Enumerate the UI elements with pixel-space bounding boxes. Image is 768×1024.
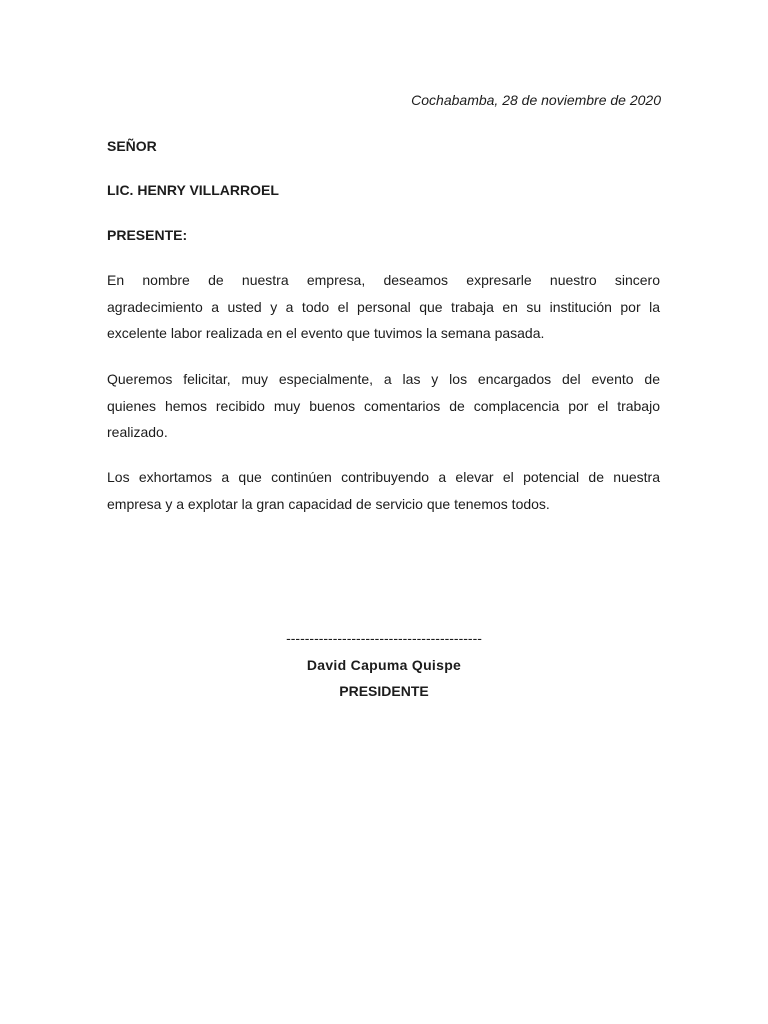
signature-role: PRESIDENTE xyxy=(339,683,429,699)
letter-date: Cochabamba, 28 de noviembre de 2020 xyxy=(411,92,661,108)
paragraph-2 xyxy=(107,366,660,446)
paragraph-line: quienes hemos recibido muy buenos comentarios de complacencia por el trabajo xyxy=(107,397,660,414)
recipient-presente: PRESENTE: xyxy=(107,227,188,243)
paragraph-line: En nombre de nuestra empresa, deseamos expresarle nuestro sincero xyxy=(107,272,660,288)
signature-line: ------------------------------------------ xyxy=(286,630,482,646)
paragraph-line: Los exhortamos a que continúen contribuyendo a elevar el potencial de nuestra xyxy=(107,469,660,485)
paragraph-1 xyxy=(107,267,660,347)
recipient-name: LIC. HENRY VILLARROEL xyxy=(107,182,279,198)
paragraph-line: agradecimiento a usted y a todo el personal que trabaja en su institución por la xyxy=(107,298,660,315)
paragraph-line: empresa y a explotar la gran capacidad de servicio que tenemos todos. xyxy=(107,495,550,512)
paragraph-3 xyxy=(107,464,660,517)
paragraph-line: Queremos felicitar, muy especialmente, a las y los encargados del evento de xyxy=(107,371,660,387)
signature-name: David Capuma Quispe xyxy=(306,657,462,673)
paragraph-line: excelente labor realizada en el evento que tuvimos la semana pasada. xyxy=(107,325,545,341)
recipient-title: SEÑOR xyxy=(107,138,157,154)
paragraph-line: realizado. xyxy=(107,424,168,440)
